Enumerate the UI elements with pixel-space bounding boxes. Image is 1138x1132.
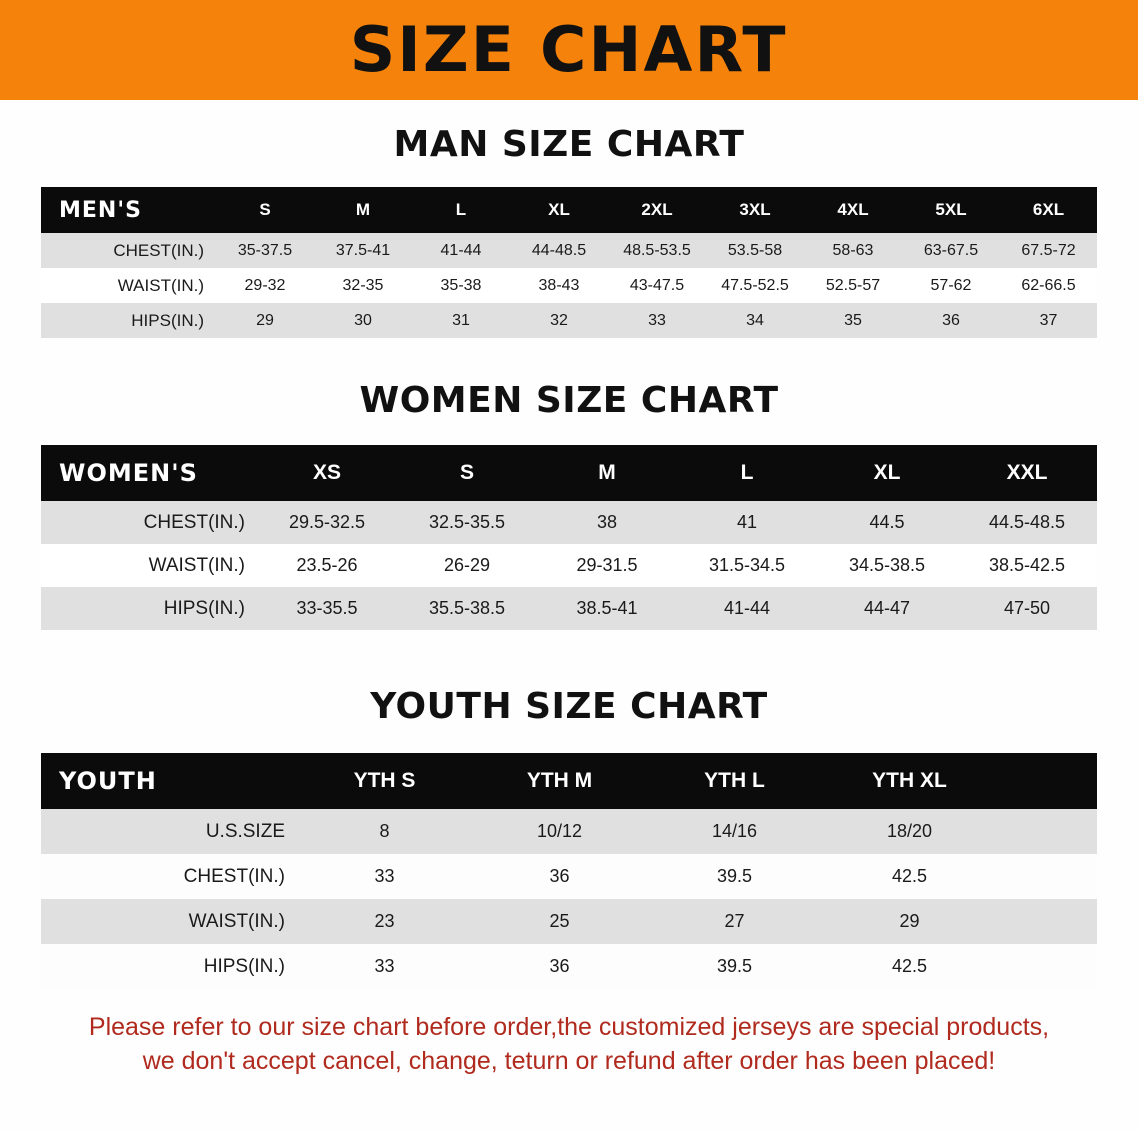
man-cell-0-6: 58-63 bbox=[832, 241, 874, 259]
women-cell-2-0: 33-35.5 bbox=[296, 598, 358, 618]
women-cell-1-3: 31.5-34.5 bbox=[708, 555, 786, 575]
women-cell-2-4: 44-47 bbox=[863, 598, 911, 618]
youth-size-table bbox=[41, 753, 1097, 989]
youth-col-3: YTH XL bbox=[872, 769, 947, 792]
disclaimer-note bbox=[36, 1011, 1102, 1079]
women-corner-label: WOMEN'S bbox=[59, 459, 198, 487]
table-row bbox=[41, 268, 1097, 303]
women-table-wrap bbox=[41, 445, 1097, 630]
man-row-label-1: WAIST(IN.) bbox=[117, 275, 204, 295]
youth-cell-0-spacer bbox=[997, 809, 1097, 854]
table-row bbox=[41, 501, 1097, 544]
man-col-3: XL bbox=[548, 200, 570, 219]
women-size-table bbox=[41, 445, 1097, 630]
man-col-5: 3XL bbox=[739, 200, 771, 219]
women-cell-0-0: 29.5-32.5 bbox=[288, 512, 366, 532]
youth-cell-0-0: 8 bbox=[379, 821, 390, 841]
table-row bbox=[41, 944, 1097, 989]
youth-cell-1-spacer bbox=[997, 854, 1097, 899]
man-table-wrap bbox=[41, 187, 1097, 338]
man-cell-1-0: 29-32 bbox=[244, 276, 286, 294]
table-header-row bbox=[41, 445, 1097, 501]
women-cell-0-5: 44.5-48.5 bbox=[988, 512, 1066, 532]
youth-cell-2-1: 25 bbox=[549, 911, 570, 931]
women-col-1: S bbox=[459, 461, 474, 484]
women-cell-0-4: 44.5 bbox=[869, 512, 905, 532]
man-cell-1-2: 35-38 bbox=[440, 276, 482, 294]
women-col-0: XS bbox=[312, 461, 341, 484]
table-row bbox=[41, 544, 1097, 587]
man-cell-2-5: 34 bbox=[746, 311, 764, 329]
man-col-8: 6XL bbox=[1032, 200, 1065, 219]
women-cell-1-4: 34.5-38.5 bbox=[848, 555, 926, 575]
man-col-4: 2XL bbox=[641, 200, 673, 219]
man-col-6: 4XL bbox=[837, 200, 869, 219]
man-cell-2-6: 35 bbox=[844, 311, 862, 329]
youth-cell-3-spacer bbox=[997, 944, 1097, 989]
man-corner-label: MEN'S bbox=[59, 197, 142, 223]
youth-cell-2-0: 23 bbox=[374, 911, 395, 931]
man-cell-0-0: 35-37.5 bbox=[237, 241, 293, 259]
women-cell-2-5: 47-50 bbox=[1003, 598, 1051, 618]
man-cell-0-1: 37.5-41 bbox=[335, 241, 391, 259]
youth-corner-label: YOUTH bbox=[59, 767, 157, 795]
youth-cell-2-spacer bbox=[997, 899, 1097, 944]
youth-cell-3-1: 36 bbox=[549, 956, 570, 976]
youth-cell-1-0: 33 bbox=[374, 866, 395, 886]
banner bbox=[0, 0, 1138, 100]
youth-cell-1-3: 42.5 bbox=[891, 866, 928, 886]
youth-cell-2-2: 27 bbox=[724, 911, 745, 931]
women-row-label-2: HIPS(IN.) bbox=[163, 597, 245, 619]
women-cell-0-3: 41 bbox=[736, 512, 758, 532]
man-cell-2-1: 30 bbox=[354, 311, 372, 329]
man-cell-1-7: 57-62 bbox=[930, 276, 972, 294]
man-cell-1-1: 32-35 bbox=[342, 276, 384, 294]
youth-table-wrap bbox=[41, 753, 1097, 989]
man-section-heading: MAN SIZE CHART bbox=[393, 124, 745, 165]
women-cell-2-3: 41-44 bbox=[723, 598, 771, 618]
women-cell-1-5: 38.5-42.5 bbox=[988, 555, 1066, 575]
youth-col-spacer bbox=[997, 753, 1097, 809]
disclaimer-line-2: we don't accept cancel, change, teturn or refund after order has been placed! bbox=[142, 1046, 996, 1075]
youth-section-heading: YOUTH SIZE CHART bbox=[370, 686, 768, 727]
youth-col-0: YTH S bbox=[353, 769, 416, 792]
youth-cell-0-1: 10/12 bbox=[536, 821, 583, 841]
youth-col-1: YTH M bbox=[526, 769, 593, 792]
table-header-row bbox=[41, 753, 1097, 809]
man-cell-2-2: 31 bbox=[452, 311, 470, 329]
youth-row-label-1: CHEST(IN.) bbox=[183, 865, 285, 887]
youth-cell-0-3: 18/20 bbox=[886, 821, 933, 841]
man-cell-2-0: 29 bbox=[256, 311, 274, 329]
youth-cell-3-3: 42.5 bbox=[891, 956, 928, 976]
youth-cell-2-3: 29 bbox=[899, 911, 920, 931]
women-cell-2-2: 38.5-41 bbox=[576, 598, 638, 618]
man-cell-0-5: 53.5-58 bbox=[727, 241, 783, 259]
youth-cell-3-0: 33 bbox=[374, 956, 395, 976]
man-cell-0-2: 41-44 bbox=[440, 241, 482, 259]
table-header-row bbox=[41, 187, 1097, 233]
page-title: SIZE CHART bbox=[350, 13, 788, 86]
man-cell-0-4: 48.5-53.5 bbox=[623, 241, 691, 259]
man-cell-1-6: 52.5-57 bbox=[825, 276, 881, 294]
women-row-label-1: WAIST(IN.) bbox=[148, 554, 245, 576]
women-col-4: XL bbox=[873, 461, 901, 484]
man-row-label-0: CHEST(IN.) bbox=[113, 240, 204, 260]
youth-col-2: YTH L bbox=[704, 769, 765, 792]
women-cell-2-1: 35.5-38.5 bbox=[428, 598, 506, 618]
man-col-0: S bbox=[259, 200, 271, 219]
man-cell-1-4: 43-47.5 bbox=[629, 276, 685, 294]
youth-cell-3-2: 39.5 bbox=[716, 956, 753, 976]
youth-row-label-2: WAIST(IN.) bbox=[188, 910, 285, 932]
man-row-label-2: HIPS(IN.) bbox=[131, 310, 204, 330]
youth-cell-1-2: 39.5 bbox=[716, 866, 753, 886]
man-col-1: M bbox=[355, 200, 371, 219]
women-cell-0-2: 38 bbox=[596, 512, 618, 532]
women-section-heading: WOMEN SIZE CHART bbox=[359, 380, 779, 421]
youth-row-label-3: HIPS(IN.) bbox=[203, 955, 285, 977]
disclaimer-line-1: Please refer to our size chart before order,the customized jerseys are special products, bbox=[88, 1013, 1050, 1041]
man-cell-1-3: 38-43 bbox=[538, 276, 580, 294]
table-row bbox=[41, 899, 1097, 944]
man-cell-2-3: 32 bbox=[550, 311, 568, 329]
man-cell-2-8: 37 bbox=[1039, 311, 1058, 329]
man-col-7: 5XL bbox=[935, 200, 967, 219]
table-row bbox=[41, 233, 1097, 268]
table-row bbox=[41, 809, 1097, 854]
man-size-table bbox=[41, 187, 1097, 338]
women-row-label-0: CHEST(IN.) bbox=[143, 511, 245, 533]
youth-cell-1-1: 36 bbox=[549, 866, 570, 886]
man-cell-1-8: 62-66.5 bbox=[1021, 276, 1076, 294]
women-col-3: L bbox=[740, 461, 754, 484]
man-cell-1-5: 47.5-52.5 bbox=[721, 276, 789, 294]
women-cell-1-2: 29-31.5 bbox=[576, 555, 638, 575]
women-col-5: XXL bbox=[1006, 461, 1048, 484]
youth-row-label-0: U.S.SIZE bbox=[205, 820, 285, 842]
man-cell-0-8: 67.5-72 bbox=[1021, 241, 1076, 259]
man-cell-2-4: 33 bbox=[648, 311, 666, 329]
women-cell-1-0: 23.5-26 bbox=[296, 555, 358, 575]
table-row bbox=[41, 587, 1097, 630]
youth-cell-0-2: 14/16 bbox=[711, 821, 758, 841]
women-cell-1-1: 26-29 bbox=[443, 555, 491, 575]
man-col-2: L bbox=[455, 200, 467, 219]
table-row bbox=[41, 854, 1097, 899]
man-cell-2-7: 36 bbox=[942, 311, 960, 329]
man-cell-0-7: 63-67.5 bbox=[923, 241, 979, 259]
women-cell-0-1: 32.5-35.5 bbox=[428, 512, 506, 532]
women-col-2: M bbox=[598, 461, 616, 484]
man-cell-0-3: 44-48.5 bbox=[531, 241, 587, 259]
table-row bbox=[41, 303, 1097, 338]
